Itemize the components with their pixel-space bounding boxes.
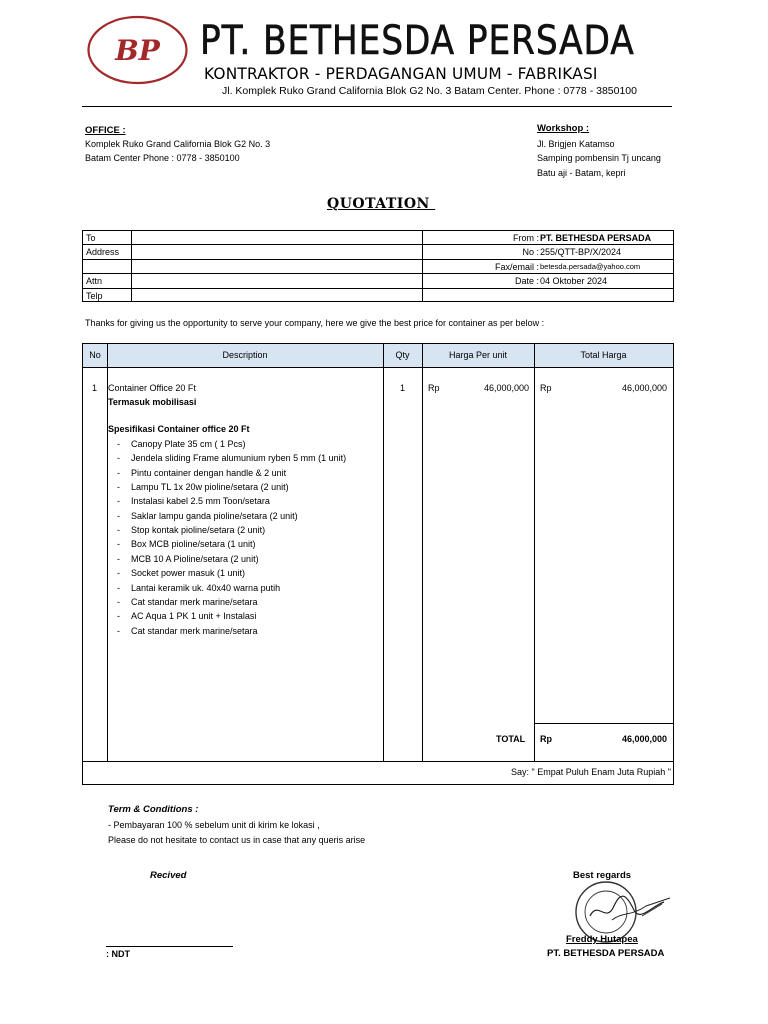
company-name: PT. BETHESDA PERSADA [200, 18, 635, 64]
info-label-fax: Fax/email : [494, 261, 539, 272]
spec-bullet: - [117, 453, 120, 464]
logo-text: BP [115, 34, 160, 67]
spec-item: Stop kontak pioline/setara (2 unit) [131, 525, 266, 536]
spec-item: Box MCB pioline/setara (1 unit) [131, 539, 256, 550]
item-qty: 1 [400, 383, 406, 393]
header-description: Description [222, 350, 268, 360]
header-qty: Qty [395, 350, 410, 360]
document-title: QUOTATION [327, 196, 436, 212]
received-label: Recived [150, 870, 187, 881]
header-unit-price: Harga Per unit [448, 350, 508, 360]
info-value-no: 255/QTT-BP/X/2024 [540, 247, 622, 258]
office-address-line1: Komplek Ruko Grand California Blok G2 No. 3 [85, 139, 271, 149]
terms-line1: - Pembayaran 100 % sebelum unit di kirim ke lokasi , [108, 820, 320, 830]
info-value-from: PT. BETHESDA PERSADA [540, 233, 652, 243]
spec-bullet: - [117, 496, 120, 507]
spec-item: Socket power masuk (1 unit) [131, 568, 246, 579]
spec-item: Lantai keramik uk. 40x40 warna putih [131, 582, 281, 593]
signer-name: Freddy Hutapea [566, 934, 638, 945]
item-note: Termasuk mobilisasi [108, 397, 197, 407]
info-row [83, 289, 673, 303]
header-no: No [89, 350, 101, 360]
info-label-date: Date : [514, 276, 539, 287]
total-divider [534, 723, 673, 724]
info-row [83, 260, 673, 274]
spec-item: Cat standar merk marine/setara [131, 625, 258, 636]
item-unit-price: 46,000,000 [483, 383, 529, 393]
spec-bullet: - [117, 582, 120, 593]
item-unit-currency: Rp [428, 383, 440, 393]
info-table [82, 230, 674, 302]
spec-title: Spesifikasi Container office 20 Ft [108, 424, 250, 434]
company-tagline: KONTRAKTOR - PERDAGANGAN UMUM - FABRIKASI [204, 64, 598, 83]
spec-bullet: - [117, 525, 120, 536]
spec-bullet: - [117, 553, 120, 564]
grand-total: 46,000,000 [621, 734, 667, 744]
company-address: Jl. Komplek Ruko Grand California Blok G2 No. 3 Batam Center. Phone : 0778 - 3850100 [222, 85, 637, 97]
spec-bullet: - [117, 439, 120, 449]
info-label-address: Address [86, 247, 120, 258]
info-label-from: From : [513, 233, 539, 243]
info-label-attn: Attn [86, 276, 103, 287]
spec-item: Lampu TL 1x 20w pioline/setara (2 unit) [131, 482, 289, 493]
office-heading: OFFICE : [85, 125, 126, 136]
spec-bullet: - [117, 539, 120, 550]
total-currency: Rp [540, 734, 552, 744]
spec-item: MCB 10 A Pioline/setara (2 unit) [131, 553, 259, 564]
info-row [83, 245, 673, 259]
spec-bullet: - [117, 467, 120, 478]
spec-item: Canopy Plate 35 cm ( 1 Pcs) [131, 439, 246, 449]
item-total: 46,000,000 [621, 383, 667, 393]
intro-text: Thanks for giving us the opportunity to serve your company, here we give the best price for container as per below : [85, 318, 545, 328]
total-label: TOTAL [496, 734, 526, 744]
spec-bullet: - [117, 625, 120, 636]
item-total-currency: Rp [540, 383, 552, 393]
spec-item: Cat standar merk marine/setara [131, 596, 258, 607]
spec-item: AC Aqua 1 PK 1 unit + Instalasi [131, 611, 257, 622]
column-divider [383, 344, 384, 761]
ndt-label: : NDT [106, 949, 130, 959]
office-address-line2: Batam Center Phone : 0778 - 3850100 [85, 153, 240, 163]
info-row [83, 274, 673, 288]
spec-bullet: - [117, 482, 120, 493]
spec-bullet: - [117, 568, 120, 579]
item-no: 1 [92, 383, 98, 393]
terms-line2: Please do not hesitate to contact us in case that any queris arise [108, 835, 366, 845]
header-total: Total Harga [580, 350, 627, 360]
header-divider [82, 106, 672, 107]
info-value-email: betesda.persada@yahoo.com [540, 261, 641, 271]
terms-heading: Term & Conditions : [108, 804, 199, 815]
spec-item: Instalasi kabel 2.5 mm Toon/setara [131, 496, 270, 507]
signer-company: PT. BETHESDA PERSADA [547, 948, 665, 959]
column-divider [534, 344, 535, 761]
table-header-row [83, 344, 673, 368]
received-signature-line [106, 946, 233, 947]
workshop-line3: Batu aji - Batam, kepri [537, 168, 626, 178]
spec-bullet: - [117, 510, 120, 521]
info-label-telp: Telp [86, 290, 103, 301]
items-table [82, 343, 674, 785]
best-regards: Best regards [573, 870, 632, 881]
spec-item: Jendela sliding Frame alumunium ryben 5 mm (1 unit) [131, 453, 347, 464]
info-label-no: No : [522, 247, 539, 258]
column-divider [422, 344, 423, 761]
item-name: Container Office 20 Ft [108, 383, 196, 393]
total-row-divider [83, 761, 673, 762]
info-label-to: To [86, 233, 96, 243]
amount-in-words: Say: " Empat Puluh Enam Juta Rupiah " [511, 767, 671, 777]
workshop-line1: Jl. Brigjen Katamso [537, 139, 615, 149]
company-logo [86, 14, 189, 86]
info-row [83, 231, 673, 245]
spec-item: Saklar lampu ganda pioline/setara (2 unit) [131, 510, 298, 521]
spec-item: Pintu container dengan handle & 2 unit [131, 467, 287, 478]
workshop-heading: Workshop : [537, 123, 590, 134]
info-value-date: 04 Oktober 2024 [540, 276, 608, 287]
spec-bullet: - [117, 611, 120, 622]
spec-bullet: - [117, 596, 120, 607]
workshop-line2: Samping pombensin Tj uncang [537, 153, 661, 163]
